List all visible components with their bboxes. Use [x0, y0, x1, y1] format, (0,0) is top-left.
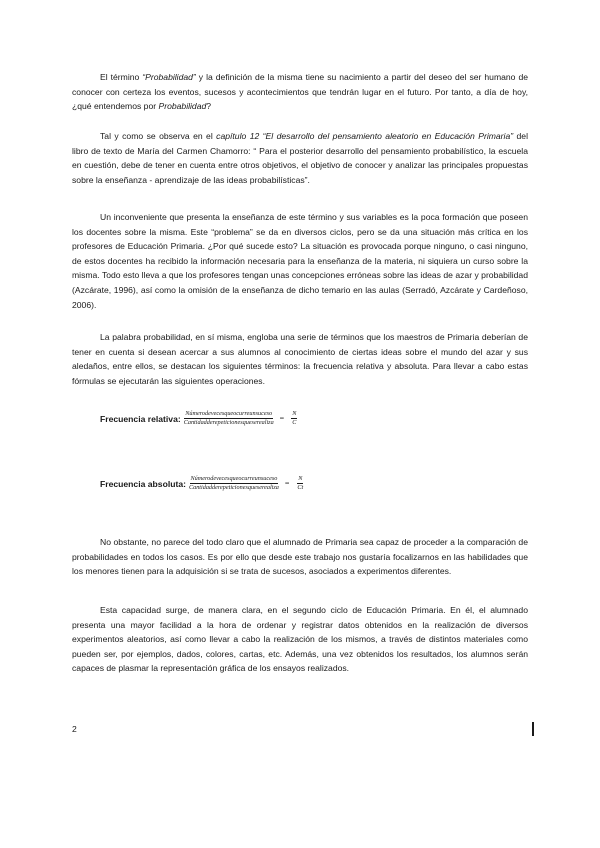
paragraph-second-cycle: Esta capacidad surge, de manera clara, en el segundo ciclo de Educación Primaria. En él, el alumnado presenta una mayor facilidad a la hora de ordenar y registrar datos obtenidos en la realización de diversos experimentos aleatorios, así como llevar a cabo la realización de los mismos, a través de distintos materiales como pueden ser, por ejemplos, dados, colores, cartas, etc. Además, una vez obtenidos los resultados, los alumnos serán capaces de plasmar la representación gráfica de los ensayos realizados. — [72, 605, 528, 674]
text-run: El término — [100, 72, 143, 82]
fraction-denominator: Cantidadderepeticionesqueserealiza — [183, 419, 274, 426]
paragraph-probabilidad-intro — [72, 70, 528, 114]
italic-chapter-title: capítulo 12 “El desarrollo del pensamiento aleatorio en Educación Primaria” — [216, 131, 514, 141]
fraction — [188, 475, 280, 492]
result-numerator: N — [298, 475, 303, 482]
italic-term: “Probabilidad” — [142, 72, 196, 82]
result-fraction — [296, 475, 304, 492]
result-numerator: N — [292, 410, 297, 417]
paragraph-comparison: No obstante, no parece del todo claro que el alumnado de Primaria sea capaz de proceder a la comparación de probabilidades en todos los casos. Es por ello que desde este trabajo nos gustaría focalizarnos en las habilidades que los menores tienen para la adquisición si se trata de sucesos, asociados a experimentos diferentes. — [72, 537, 528, 577]
equals-sign: = — [284, 479, 290, 488]
text-run: Tal y como se observa en el — [100, 131, 217, 141]
page-number: 2 — [72, 724, 77, 734]
equals-sign: = — [279, 414, 285, 423]
text-run: y la definición de la misma tiene su nacimiento a partir del deseo del ser humano de conocer con certeza los eventos, sucesos y acontecimientos que tendrán lugar en el futuro. Por tanto, a día de hoy, ¿qué entendemos por — [72, 72, 528, 112]
result-fraction — [291, 410, 297, 427]
result-denominator: C — [292, 419, 297, 426]
page-margin-bar — [532, 722, 534, 736]
italic-term: Probabilidad — [158, 101, 207, 112]
text-run: ? — [206, 101, 212, 112]
result-denominator: Ct — [297, 484, 304, 491]
formula-label: Frecuencia absoluta: — [100, 478, 186, 489]
fraction-denominator: Cantidadderepeticionesqueserealiza — [188, 484, 279, 491]
text-run: del libro de texto de María del Carmen Chamorro: “ Para el posterior desarrollo del pensamiento probabilístico, la escuela en cuestión, debe de tener en cuenta entre otros objetivos, el objetivo de conocer y analizar las principales propuestas sobre la enseñanza - aprendizaje de las ideas probabilísticas”. — [72, 131, 528, 185]
fraction-numerator: Númerodevecesqueocurreunsuceso — [190, 475, 278, 482]
formula-absolute-frequency — [100, 475, 304, 492]
paragraph-frequency-terms: La palabra probabilidad, en sí misma, engloba una serie de términos que los maestros de Primaria deberían de tener en cuenta si desean acercar a sus alumnos al conocimiento de ciertas ideas sobre el mundo del azar y sus aledaños, entre ellos, se destacan los siguientes términos: la frecuencia relativa y absoluta. Para llevar a cabo estas fórmulas se ejecutarán las siguientes operaciones. — [72, 332, 528, 386]
paragraph-chamorro-quote — [72, 129, 528, 187]
formula-label: Frecuencia relativa: — [100, 413, 181, 424]
fraction — [183, 410, 275, 427]
formula-relative-frequency — [100, 410, 297, 427]
fraction-numerator: Númerodevecesqueocurreunsuceso — [185, 410, 273, 417]
paragraph-teacher-training: Un inconveniente que presenta la enseñanza de este término y sus variables es la poca formación que poseen los docentes sobre la misma. Este “problema” se da en diversos ciclos, pero se da una situación más crítica en los profesores de Educación Primaria. ¿Por qué sucede esto? La situación es provocada porque ninguno, o casi ninguno, de estos docentes ha recibido la información necesaria para la enseñanza de la materia, ni siquiera un curso sobre la misma. Todo esto lleva a que los profesores tengan unas concepciones erróneas sobre las ideas de azar y probabilidad (Azcárate, 1996), así como la omisión de la enseñanza de dicho temario en las aulas (Serradó, Azcárate y Cardeñoso, 2006). — [72, 212, 528, 310]
